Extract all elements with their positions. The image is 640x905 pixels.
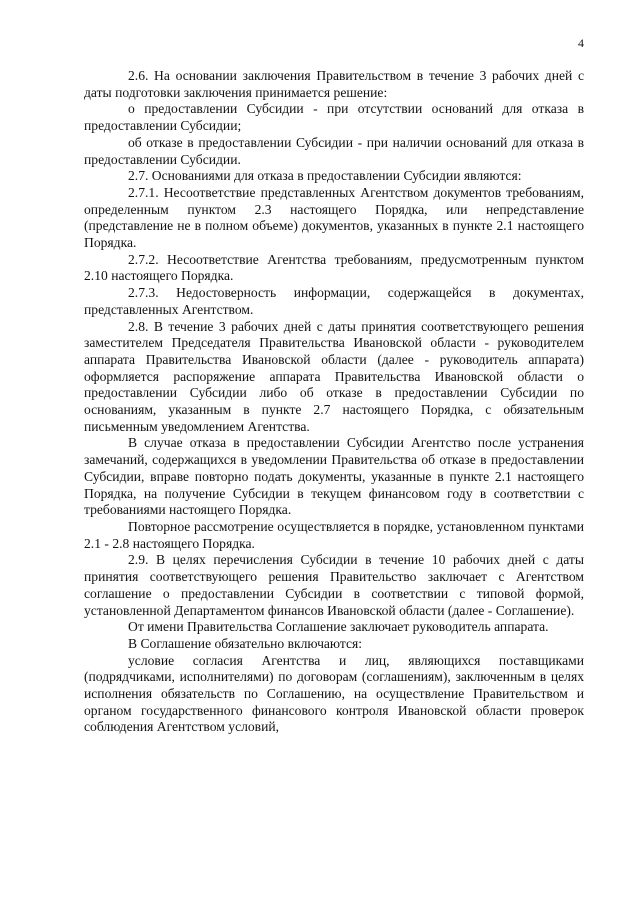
paragraph-agreement-includes: В Соглашение обязательно включаются: [128, 635, 363, 651]
paragraph-2-9: 2.9. В целях перечисления Субсидии в течение 10 рабочих дней с даты принятия соответствующего решения Правительство заключает с Агентством соглашение о предоставлении Субсидии в соответствии с типовой формой, установленной Департаментом финансов Ивановской области (далее - Соглашение). [84, 552, 584, 618]
paragraph-2-6: 2.6. На основании заключения Правительством в течение 3 рабочих дней с даты подготовки заключения принимается решение: [84, 68, 584, 100]
paragraph-2-7-2: 2.7.2. Несоответствие Агентства требованиям, предусмотренным пунктом 2.10 настоящего Порядка. [84, 251, 584, 284]
paragraph-decision-grant: о предоставлении Субсидии - при отсутствии оснований для отказа в предоставлении Субсидии; [84, 101, 584, 134]
paragraph-reconsideration: Повторное рассмотрение осуществляется в порядке, установленном пунктами 2.1 - 2.8 настоящего Порядка. [84, 518, 584, 551]
paragraph-signatory: От имени Правительства Соглашение заключает руководитель аппарата. [128, 619, 549, 635]
paragraph-decision-refuse: об отказе в предоставлении Субсидии - при наличии оснований для отказа в предоставлении Субсидии. [84, 134, 584, 167]
paragraph-2-7-3: 2.7.3. Недостоверность информации, содержащейся в документах, представленных Агентством. [84, 285, 584, 317]
paragraph-consent-condition: условие согласия Агентства и лиц, являющихся поставщиками (подрядчиками, исполнителями) по договорам (соглашениям), заключенным в целях исполнения обязательств по Соглашению, на осуществление Правительством и органом государственного финансового контроля Ивановской области проверок соблюдения Агентством условий, [84, 652, 584, 735]
paragraph-2-7: 2.7. Основаниями для отказа в предоставлении Субсидии являются: [128, 168, 522, 184]
document-body [84, 68, 584, 736]
paragraph-2-8: 2.8. В течение 3 рабочих дней с даты принятия соответствующего решения заместителем Председателя Правительства Ивановской области - руководителем аппарата Правительства Ивановской области (далее - руководитель аппарата) оформляется распоряжение аппарата Правительства Ивановской области о предоставлении Субсидии либо об отказе в предоставлении Субсидии по основаниям, указанным в пункте 2.7 настоящего Порядка, с обязательным письменным уведомлением Агентства. [84, 318, 584, 434]
paragraph-refusal-case: В случае отказа в предоставлении Субсидии Агентство после устранения замечаний, содержащихся в уведомлении Правительства об отказе в предоставлении Субсидии, вправе повторно подать документы, указанные в пункте 2.1 настоящего Порядка, на получение Субсидии в текущем финансовом году в соответствии с требованиями настоящего Порядка. [84, 435, 584, 518]
paragraph-2-7-1: 2.7.1. Несоответствие представленных Агентством документов требованиям, определенным пунктом 2.3 настоящего Порядка, или непредставление (представление не в полном объеме) документов, указанных в пункте 2.1 настоящего Порядка. [84, 184, 584, 251]
page-number: 4 [578, 36, 584, 50]
